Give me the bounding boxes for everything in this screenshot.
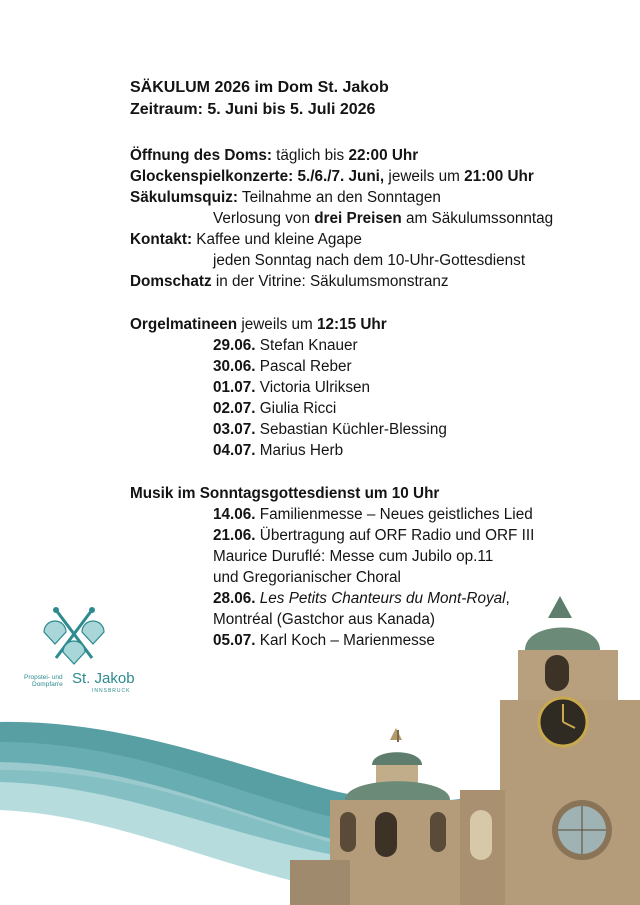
quiz-line: Säkulumsquiz: Teilnahme an den Sonntagen xyxy=(130,189,441,206)
music-item-cont: Maurice Duruflé: Messe cum Jubilo op.11 xyxy=(213,548,494,565)
quiz-line-2: Verlosung von drei Preisen am Säkulumssonntag xyxy=(213,210,554,227)
contact-line-2: jeden Sonntag nach dem 10-Uhr-Gottesdienst xyxy=(213,252,526,269)
logo-name: St. Jakob xyxy=(72,670,135,687)
logo-city: INNSBRUCK xyxy=(92,688,131,694)
music-item-cont: Montréal (Gastchor aus Kanada) xyxy=(213,611,435,628)
organ-item: 30.06. Pascal Reber xyxy=(213,358,352,375)
center-facade xyxy=(460,790,505,905)
organ-item: 04.07. Marius Herb xyxy=(213,442,344,459)
logo-subtitle-1: Propstei- und xyxy=(24,674,63,681)
music-item: 05.07. Karl Koch – Marienmesse xyxy=(213,632,435,649)
organ-item: 03.07. Sebastian Küchler-Blessing xyxy=(213,421,447,438)
logo-subtitle-2: Dompfarre xyxy=(32,681,63,688)
organ-item: 29.06. Stefan Knauer xyxy=(213,337,358,354)
music-item-cont: und Gregorianischer Choral xyxy=(213,569,401,586)
opening-line: Öffnung des Doms: täglich bis 22:00 Uhr xyxy=(130,147,419,164)
period-heading: Zeitraum: 5. Juni bis 5. Juli 2026 xyxy=(130,101,376,118)
music-heading: Musik im Sonntagsgottesdienst um 10 Uhr xyxy=(130,485,440,502)
organ-heading: Orgelmatineen jeweils um 12:15 Uhr xyxy=(130,316,387,333)
organ-item: 02.07. Giulia Ricci xyxy=(213,400,337,417)
treasure-line: Domschatz in der Vitrine: Säkulumsmonstranz xyxy=(130,273,449,290)
parish-logo xyxy=(22,606,134,696)
pilgrim-staffs-shells-icon xyxy=(22,606,134,668)
organ-item: 01.07. Victoria Ulriksen xyxy=(213,379,371,396)
page-title: SÄKULUM 2026 im Dom St. Jakob xyxy=(130,79,389,96)
music-item: 28.06. Les Petits Chanteurs du Mont-Royal, xyxy=(213,590,510,607)
music-item: 14.06. Familienmesse – Neues geistliches Lied xyxy=(213,506,533,523)
right-tower xyxy=(500,596,640,905)
music-item: 21.06. Übertragung auf ORF Radio und ORF III xyxy=(213,527,535,544)
bells-line: Glockenspielkonzerte: 5./6./7. Juni, jeweils um 21:00 Uhr xyxy=(130,168,534,185)
contact-line: Kontakt: Kaffee und kleine Agape xyxy=(130,231,362,248)
